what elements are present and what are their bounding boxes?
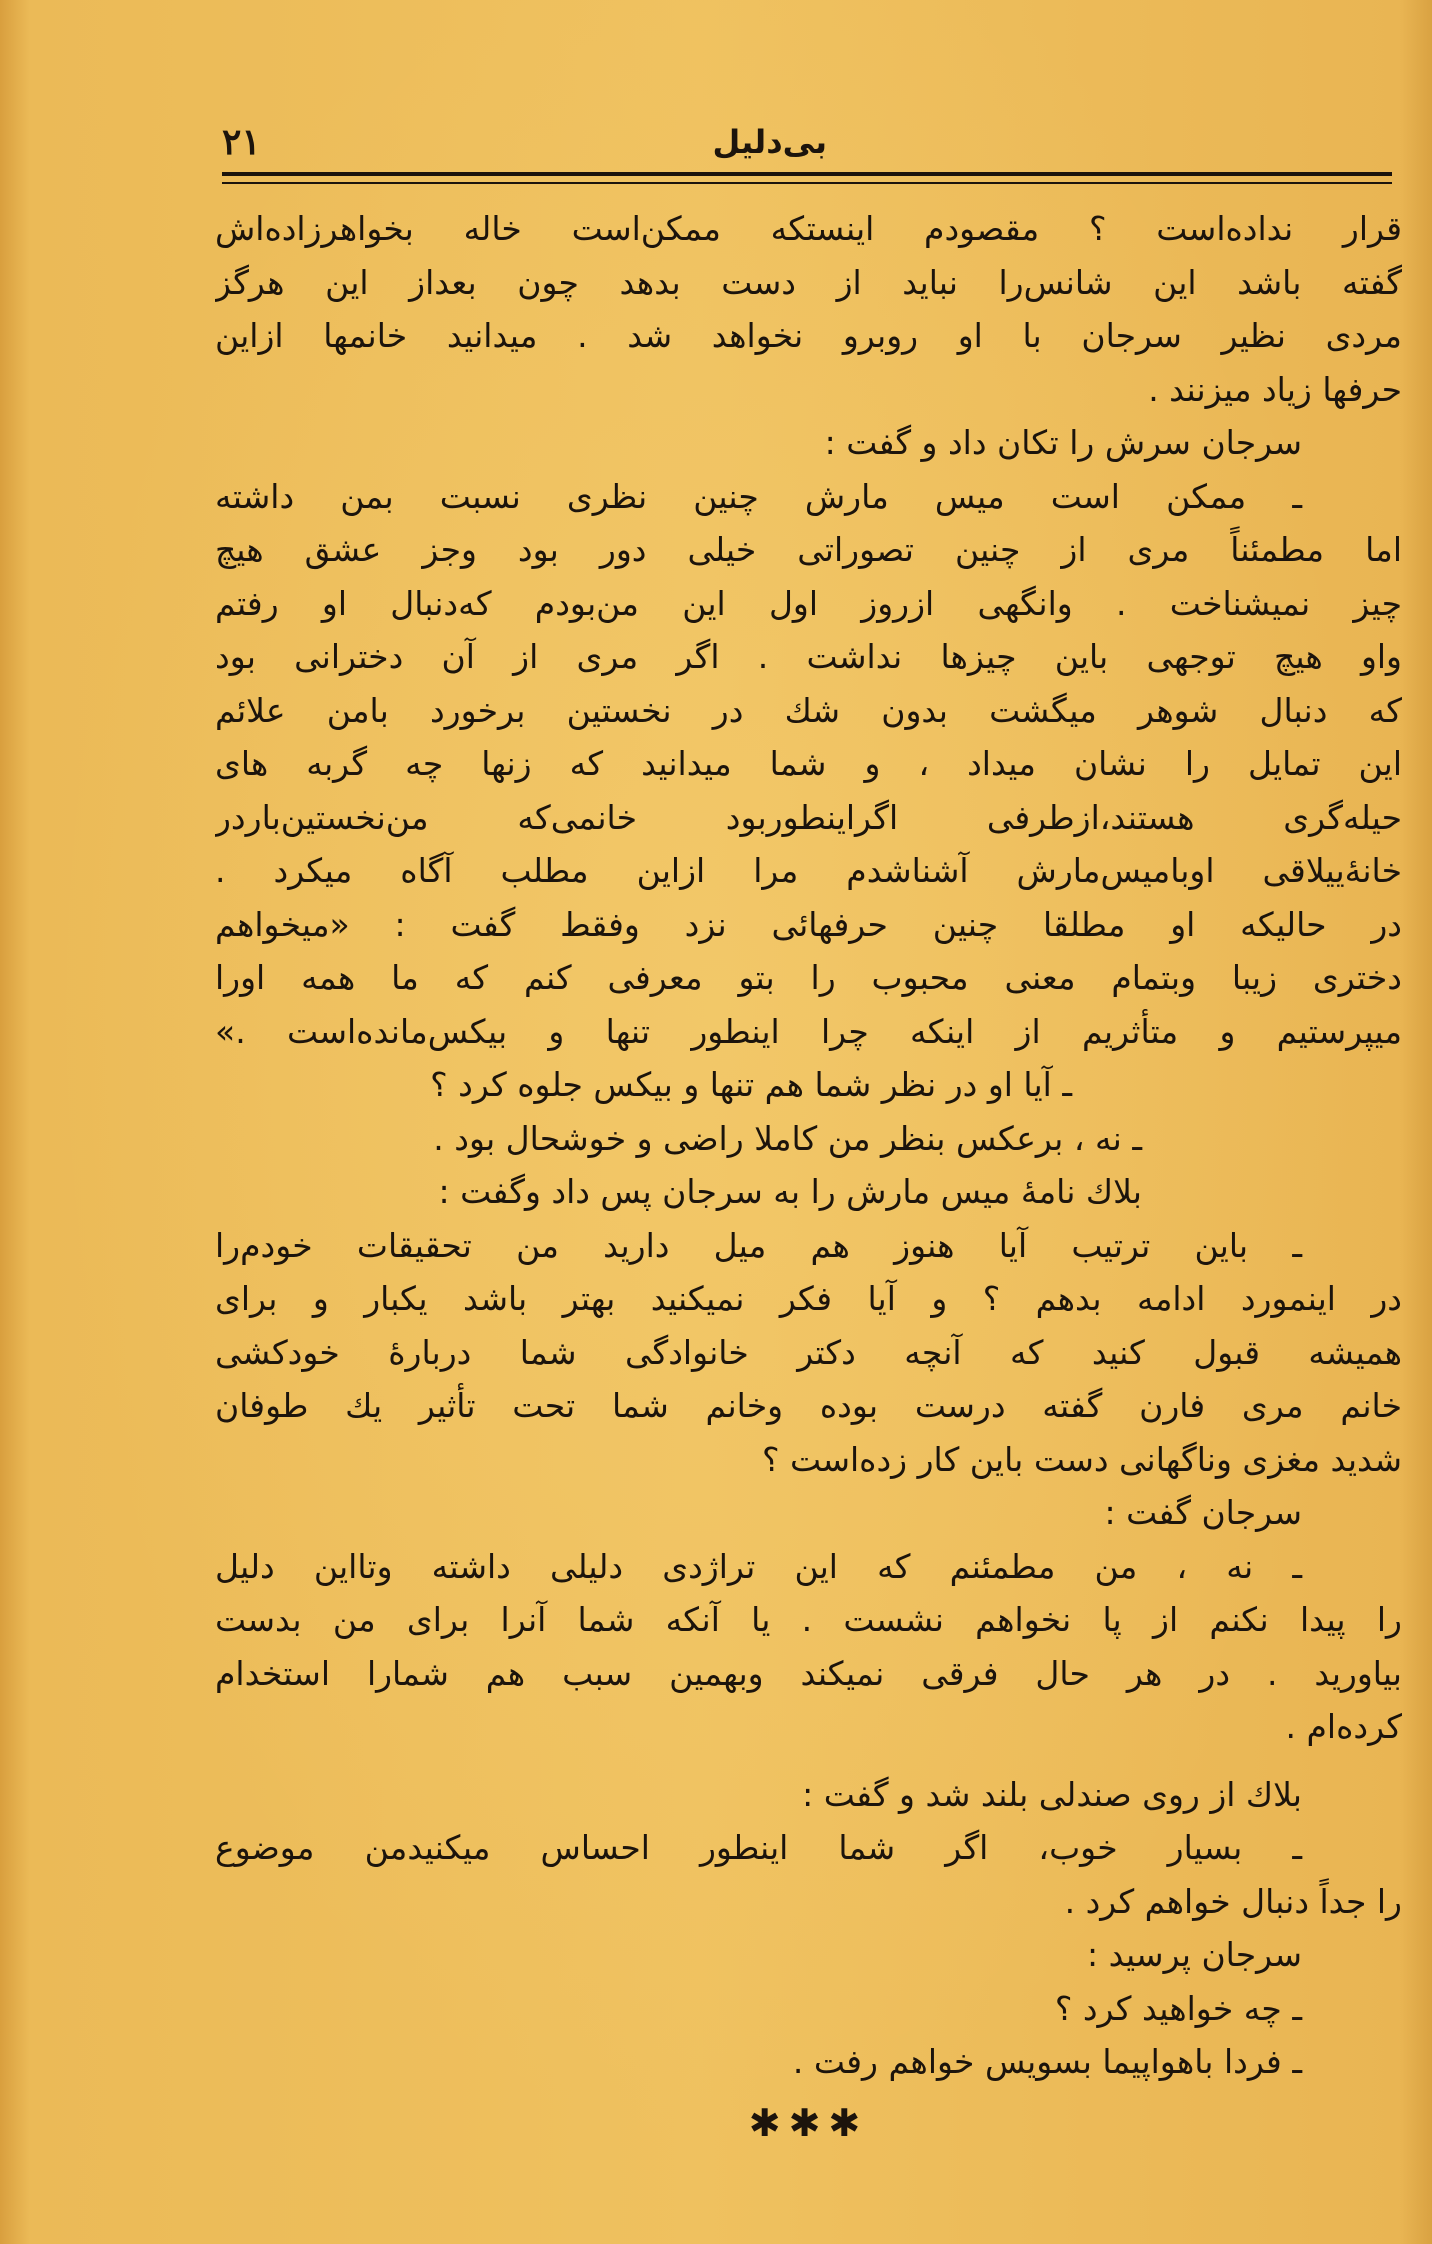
text-line: واو هیچ توجهی باین چیزها نداشت . اگر مری از آن دخترانی بود [215, 637, 1402, 676]
text-line: که دنبال شوهر میگشت بدون شك در نخستین برخورد بامن علائم [215, 690, 1402, 730]
text-line: حیله‌گری هستند،ازطرفی اگراینطوربود خانمی‌که من‌نخستین‌باردر [215, 797, 1402, 837]
text-line: حرفها زیاد میزنند . [1148, 369, 1402, 409]
text-line: ـ آیا او در نظر شما هم تنها و بیکس جلوه کرد ؟ [430, 1065, 1072, 1104]
text-line: ـ بسیار خوب، اگر شما اینطور احساس میکنیدمن موضوع [215, 1828, 1302, 1867]
text-line: شدید مغزی وناگهانی دست باین کار زده‌است ؟ [761, 1439, 1402, 1479]
text-line: چیز نمیشناخت . وانگهی ازروز اول این من‌بودم که‌دنبال او رفتم [215, 583, 1402, 623]
text-line: ـ باین ترتیب آیا هنوز هم میل دارید من تحقیقات خودم‌را [215, 1225, 1302, 1265]
text-line: را جداً دنبال خواهم کرد . [1064, 1881, 1402, 1921]
text-line: ـ ممکن است میس مارش چنین نظری نسبت بمن داشته [215, 476, 1302, 516]
text-line: دختری زیبا وبتمام معنی محبوب را بتو معرفی کنم که ما همه اورا [215, 958, 1402, 997]
text-line: خانهٔ‌ییلاقی اوبامیس‌مارش آشناشدم مرا ازاین مطلب آگاه میکرد . [215, 851, 1402, 890]
text-line: در اینمورد ادامه بدهم ؟ و آیا فکر نمیکنید بهتر باشد یکبار و برای [215, 1279, 1402, 1318]
page-number: ۲۱ [222, 121, 261, 163]
text-line: مردی نظیر سرجان با او روبرو نخواهد شد . میدانید خانمها ازاین [215, 316, 1402, 355]
text-line: خانم مری فارن گفته درست بوده وخانم شما تحت تأثیر یك طوفان [215, 1386, 1402, 1425]
text-line: اما مطمئناً مری از چنین تصوراتی خیلی دور بود وجز عشق هیچ [215, 530, 1402, 569]
text-line: کرده‌ام . [1285, 1707, 1402, 1746]
body-text [215, 202, 1402, 2153]
text-line: ـ نه ، من مطمئنم که این تراژدی دلیلی داشته وتااین دلیل [215, 1546, 1302, 1586]
header-rule-thick [222, 172, 1392, 176]
page-header [222, 118, 1392, 178]
text-line: در حالیکه او مطلقا چنین حرفهائی نزد وفقط گفت : «میخواهم [215, 904, 1402, 944]
section-ornament: ✱✱✱ [748, 2100, 869, 2145]
text-line: سرجان پرسید : [1087, 1935, 1302, 1974]
running-title: بی‌دلیل [712, 123, 827, 161]
text-line: ـ چه خواهید کرد ؟ [1054, 1988, 1302, 2028]
text-line: سرجان سرش را تکان داد و گفت : [824, 423, 1302, 462]
text-line: را پیدا نکنم از پا نخواهم نشست . یا آنکه شما آنرا برای من بدست [215, 1600, 1402, 1639]
text-line: ـ فردا باهواپیما بسویس خواهم رفت . [792, 2042, 1302, 2081]
text-line: بلاك از روی صندلی بلند شد و گفت : [802, 1774, 1302, 1814]
text-line: قرار نداده‌است ؟ مقصودم اینستکه ممکن‌است خاله بخواهرزاده‌اش [215, 209, 1402, 248]
text-line: میپرستیم و متأثریم از اینکه چرا اینطور تنها و بیکس‌مانده‌است .» [215, 1011, 1402, 1051]
text-line: همیشه قبول کنید که آنچه دکتر خانوادگی شما دربارهٔ خودکشی [215, 1332, 1402, 1372]
text-line: ـ نه ، برعکس بنظر من کاملا راضی و خوشحال بود . [433, 1118, 1142, 1158]
text-line: سرجان گفت : [1104, 1493, 1302, 1532]
text-line: این تمایل را نشان میداد ، و شما میدانید که زنها چه گربه های [215, 744, 1402, 783]
text-line: بیاورید . در هر حال فرقی نمیکند وبهمین سبب هم شمارا استخدام [215, 1653, 1402, 1693]
header-rule-thin [222, 182, 1392, 184]
text-line: گفته باشد این شانس‌را نباید از دست بدهد چون بعداز این هرگز [215, 262, 1402, 302]
text-line: بلاك نامهٔ میس مارش را به سرجان پس داد وگفت : [438, 1172, 1142, 1211]
